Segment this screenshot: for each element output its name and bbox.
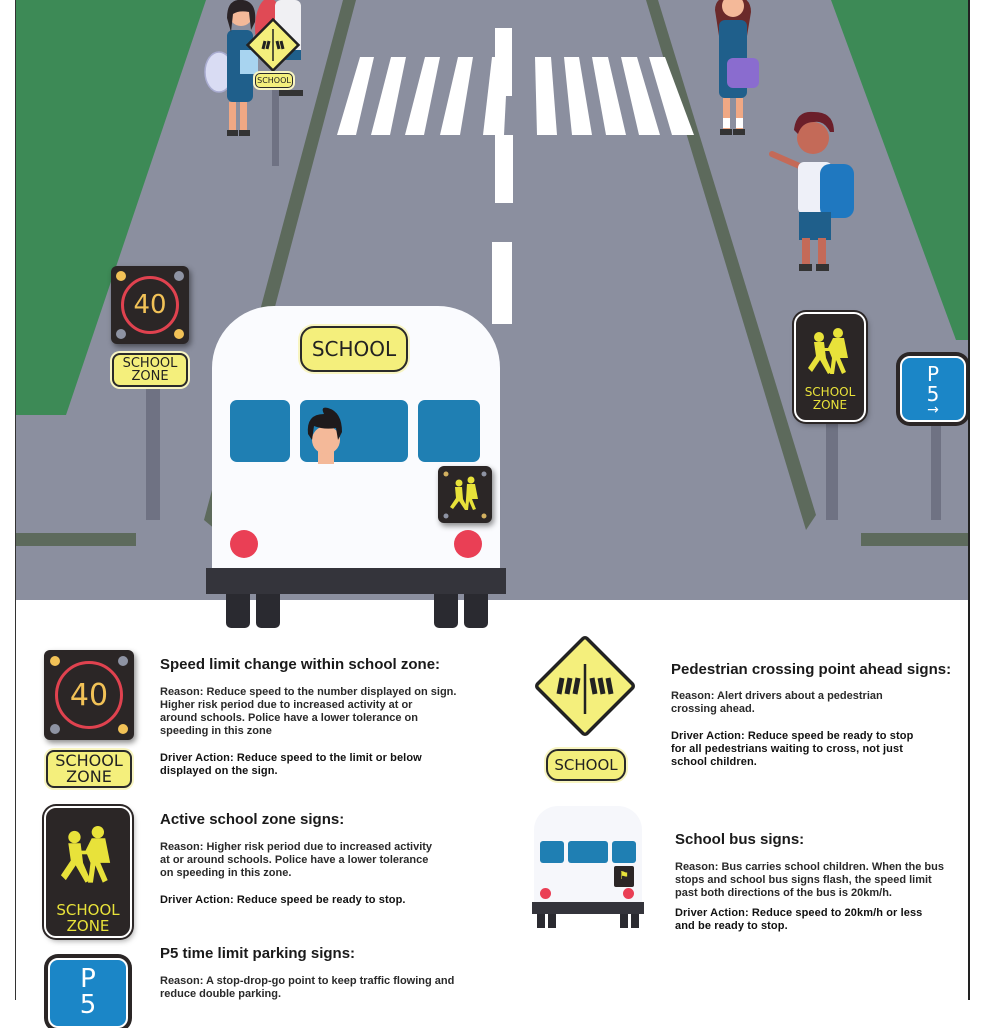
- pedestrian-crossing-sign-small: [245, 17, 301, 73]
- active-sign-line-2: ZONE: [66, 917, 110, 935]
- crossing-sign-plate-text: SCHOOL: [257, 75, 291, 85]
- speed-ring: [55, 661, 123, 729]
- tail-light-right: [454, 530, 482, 558]
- legend-school-zone-plate: [46, 750, 132, 788]
- flashing-light-icon: [116, 329, 126, 339]
- children-crossing-icon: [438, 466, 492, 523]
- crossing-sign-plate-small: [255, 73, 293, 88]
- school-bus-reason: Reason: Bus carries school children. When the bus stops and school bus signs flash, the speed limit past both directions of the bus is 20km/h.: [675, 861, 944, 899]
- wheel: [434, 594, 458, 628]
- boy-pointing-illustration: [768, 108, 868, 278]
- driver-child-illustration: [300, 400, 350, 462]
- bus-window-right: [612, 841, 636, 863]
- legend-p5-parking-sign: [48, 958, 128, 1028]
- tail-light-left: [230, 530, 258, 558]
- flashing-light-icon: [116, 271, 126, 281]
- bus-school-sign-text: SCHOOL: [311, 337, 397, 361]
- arrow-right-icon: →: [927, 402, 939, 418]
- plate-line-1: SCHOOL: [55, 751, 123, 770]
- active-zone-reason: Reason: Higher risk period due to increased activity at or around schools. Police have a lower tolerance on speeding in this zone.: [160, 841, 433, 879]
- school-bus-rear: [212, 306, 500, 628]
- flashing-light-icon: [118, 724, 128, 734]
- legend-active-school-zone-sign: [44, 806, 132, 938]
- legend-pedestrian-crossing-sign: [525, 626, 645, 746]
- speed-sign-pole: [146, 380, 160, 520]
- legend-school-bus-icon: [532, 806, 644, 928]
- wheel: [226, 594, 250, 628]
- bus-window-left: [230, 400, 290, 462]
- tail-light-left: [540, 888, 551, 899]
- crossing-sign-pole: [272, 80, 279, 166]
- scene-p5-parking-sign: [900, 356, 966, 422]
- bus-school-sign: [300, 326, 408, 372]
- pedestrian-crossing-reason: Reason: Alert drivers about a pedestrian crossing ahead.: [671, 690, 883, 715]
- tail-light-right: [623, 888, 634, 899]
- plate-line-2: ZONE: [66, 767, 112, 786]
- school-bus-driver-action: Driver Action: Reduce speed to 20km/h or less and be ready to stop.: [675, 907, 923, 932]
- bus-bumper: [206, 568, 506, 594]
- bus-window-center: [568, 841, 608, 863]
- plate-line-1: SCHOOL: [122, 356, 178, 371]
- children-crossing-icon: ⚑: [614, 866, 634, 887]
- active-sign-line-1: SCHOOL: [56, 901, 120, 919]
- children-crossing-icon: [800, 328, 860, 380]
- speed-value: 40: [69, 677, 109, 713]
- crossing-plate-text: SCHOOL: [554, 755, 618, 774]
- children-crossing-icon: [50, 826, 126, 890]
- p5-parking-reason: Reason: A stop-drop-go point to keep traffic flowing and reduce double parking.: [160, 975, 455, 1000]
- p5-number: 5: [79, 990, 97, 1020]
- wheel: [620, 914, 628, 928]
- street-illustration: [16, 0, 968, 600]
- scene-school-zone-plate: [112, 353, 188, 387]
- active-zone-driver-action: Driver Action: Reduce speed be ready to stop.: [160, 894, 406, 906]
- flashing-light-icon: [118, 656, 128, 666]
- p5-number: 5: [926, 382, 940, 406]
- pedestrian-crossing-title: Pedestrian crossing point ahead signs:: [671, 661, 952, 678]
- active-sign-line-2: ZONE: [812, 398, 848, 412]
- bus-bumper: [532, 902, 644, 914]
- active-sign-pole: [826, 420, 838, 520]
- p5-letter: P: [926, 362, 940, 386]
- speed-value: 40: [133, 290, 167, 320]
- bus-window-center: [300, 400, 408, 462]
- bus-window-right: [418, 400, 480, 462]
- girl-with-bag-illustration: [711, 0, 771, 140]
- bus-window-left: [540, 841, 564, 863]
- scene-speed-limit-sign: [111, 266, 189, 344]
- active-sign-line-1: SCHOOL: [804, 385, 856, 399]
- p5-sign-pole: [931, 425, 941, 520]
- speed-ring: [121, 276, 179, 334]
- speed-limit-driver-action: Driver Action: Reduce speed to the limit or below displayed on the sign.: [160, 752, 422, 777]
- wheel: [464, 594, 488, 628]
- bus-flashing-school-sign: [438, 466, 492, 523]
- plate-line-2: ZONE: [131, 369, 169, 384]
- active-zone-title: Active school zone signs:: [160, 811, 345, 828]
- page-margin-left: [0, 0, 16, 1000]
- speed-limit-title: Speed limit change within school zone:: [160, 656, 441, 673]
- flashing-light-icon: [50, 724, 60, 734]
- wheel: [548, 914, 556, 928]
- p5-letter: P: [80, 964, 96, 994]
- speed-limit-reason: Reason: Reduce speed to the number displayed on sign. Higher risk period due to increased activity at or around schools. Police have a lower tolerance on speeding in this zone: [160, 686, 457, 737]
- legend-crossing-school-plate: [546, 749, 626, 781]
- flashing-light-icon: [50, 656, 60, 666]
- p5-parking-title: P5 time limit parking signs:: [160, 945, 356, 962]
- scene-active-school-zone-sign: [794, 312, 866, 422]
- flashing-light-icon: [174, 329, 184, 339]
- page-margin-right: [968, 0, 1000, 1000]
- flashing-light-icon: [174, 271, 184, 281]
- wheel: [631, 914, 639, 928]
- school-bus-title: School bus signs:: [675, 831, 805, 848]
- wheel: [537, 914, 545, 928]
- center-line: [492, 28, 513, 324]
- legend-speed-limit-sign: [44, 650, 134, 740]
- pedestrian-crossing-driver-action: Driver Action: Reduce speed be ready to stop for all pedestrians waiting to cross, not just school children.: [671, 730, 914, 768]
- wheel: [256, 594, 280, 628]
